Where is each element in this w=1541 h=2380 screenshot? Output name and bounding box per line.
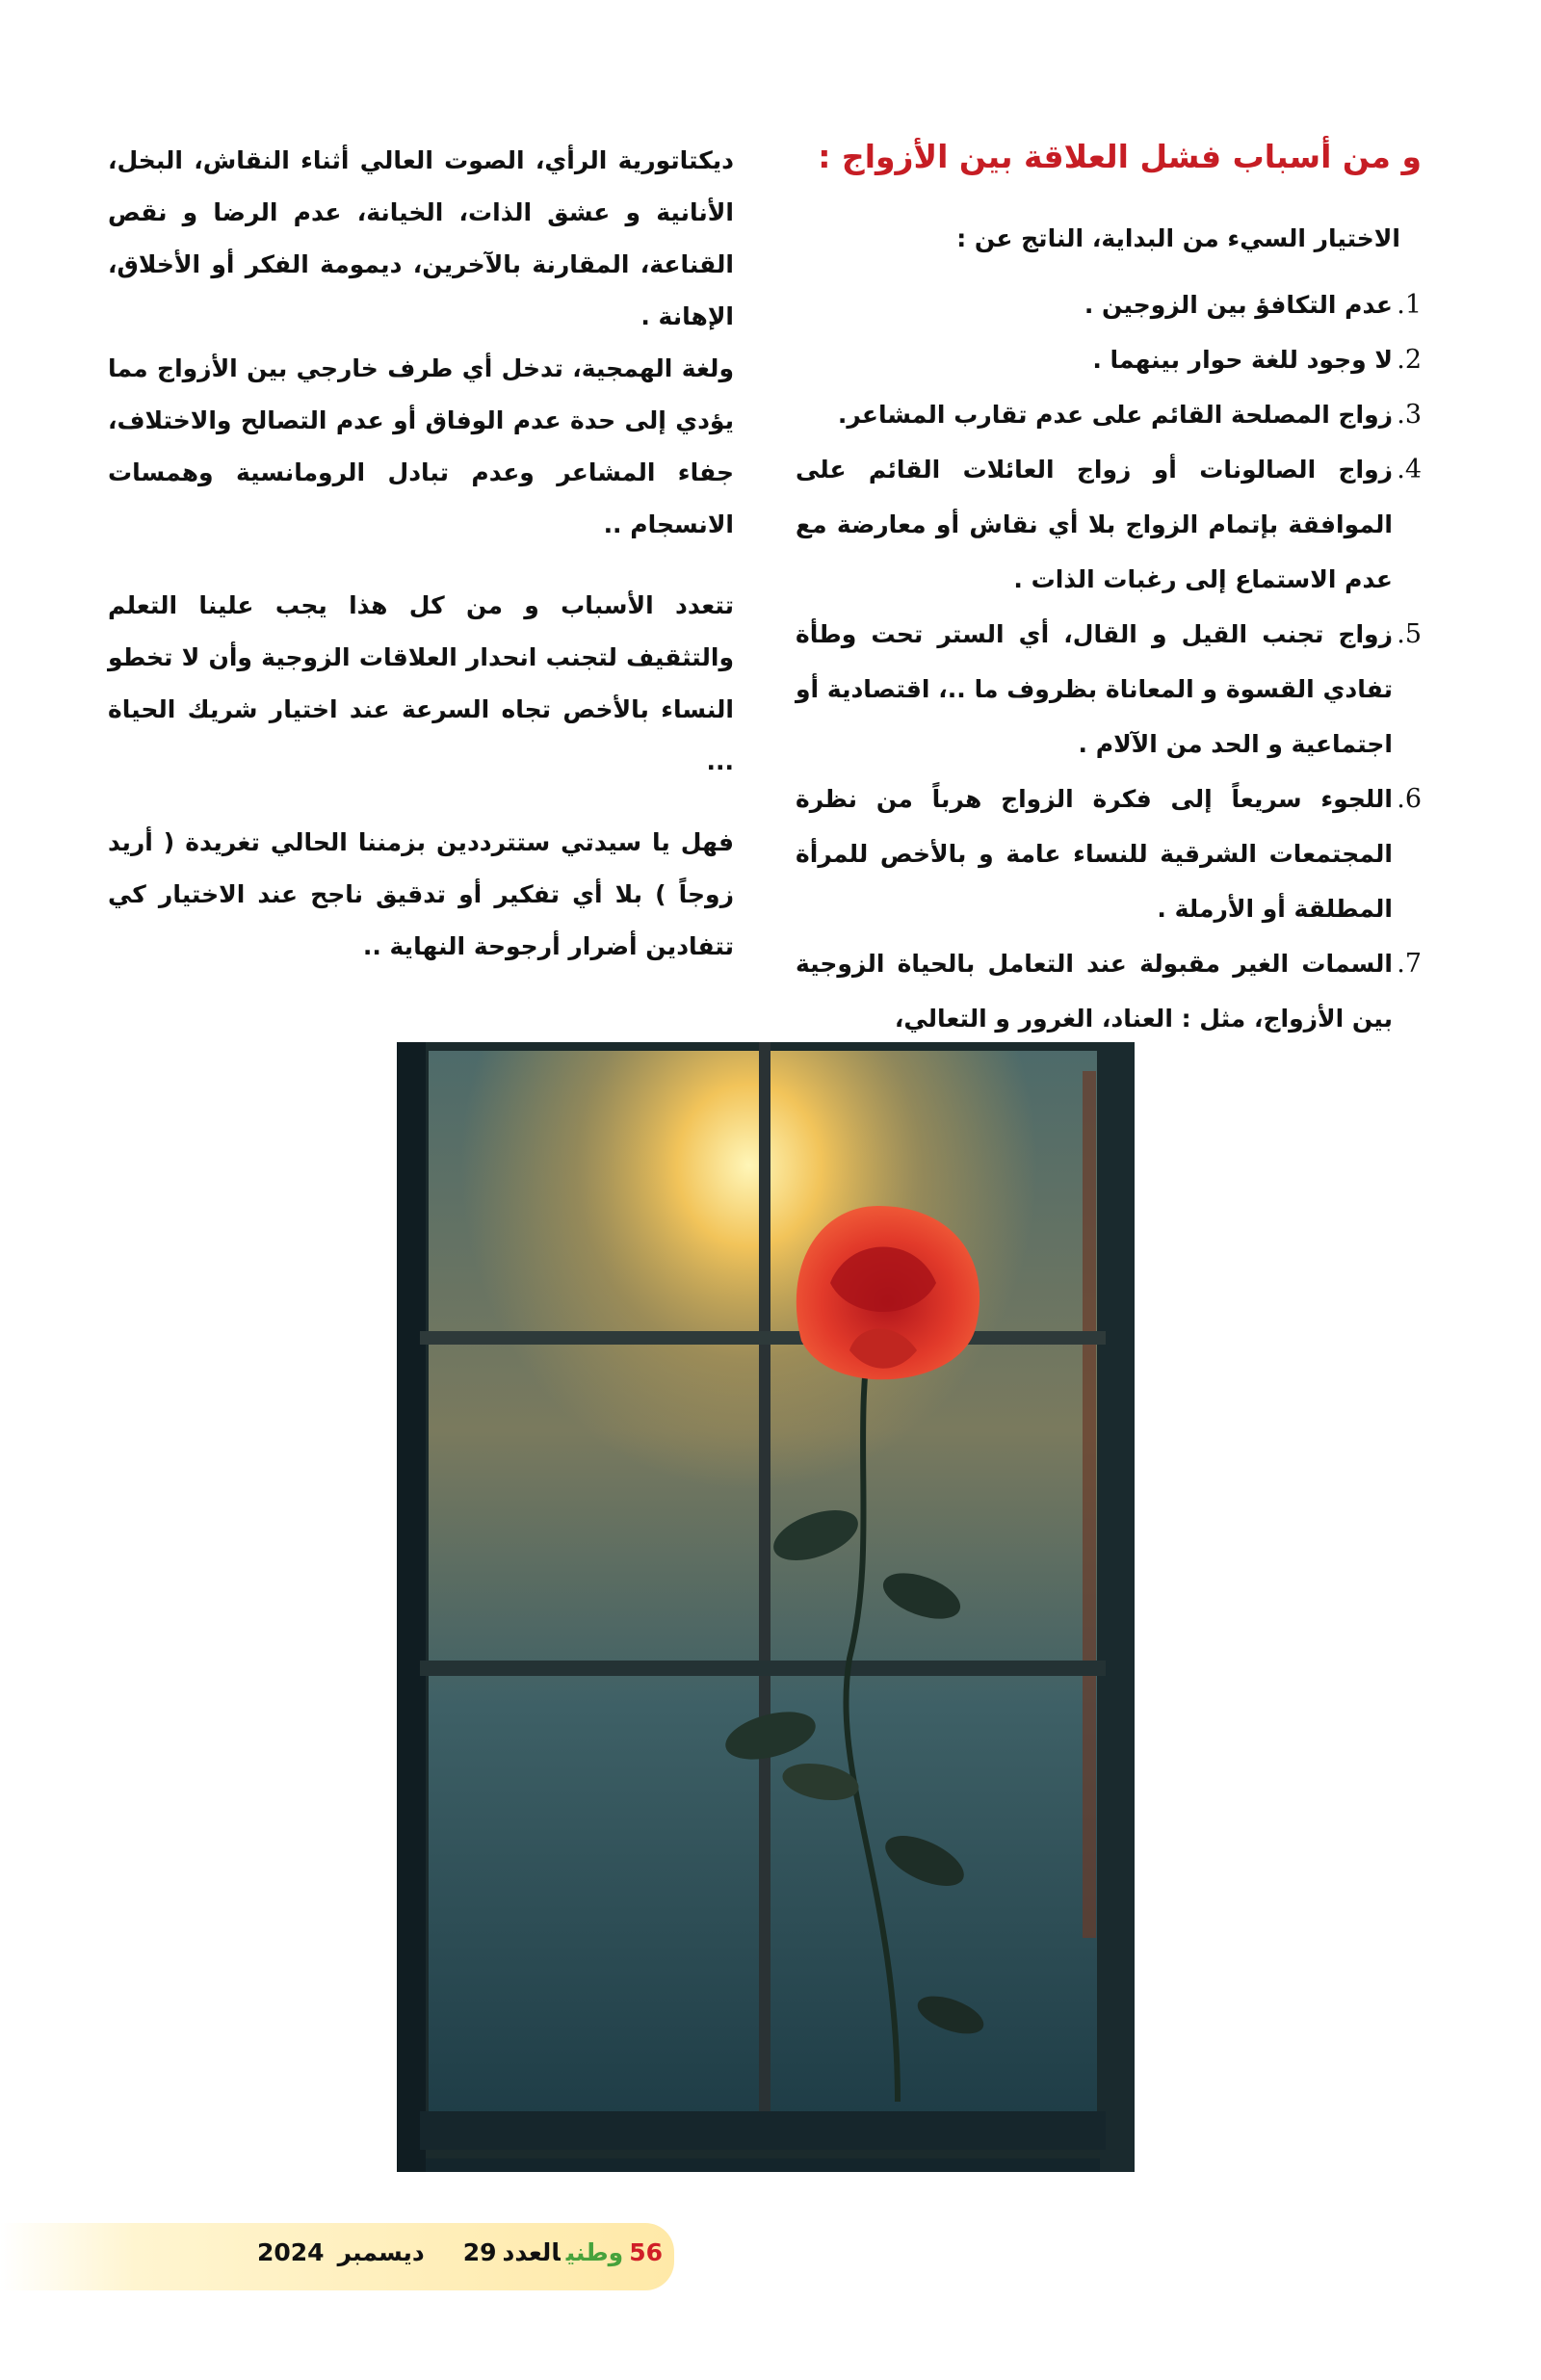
list-item-text: زواج تجنب القيل و القال، أي الستر تحت وطأة تفادي القسوة و المعاناة بظروف ما ..، اقتصادية أو اجتماعية و الحد من الآلام . [796,620,1393,758]
causes-intro: الاختيار السيء من البداية، الناتج عن : [956,224,1400,252]
left-column [108,135,734,973]
list-item-text: لا وجود للغة حوار بينهما . [1092,346,1393,374]
list-number: 6. [1397,784,1422,814]
list-number: 1. [1397,290,1422,320]
issue-number: 29 [462,2238,497,2266]
list-item [796,936,1422,1046]
footer-info [251,2238,663,2266]
list-item [796,277,1422,332]
closing-paragraph: فهل يا سيدتي ستترددين بزمننا الحالي تغريدة ( أريد زوجاً ) بلا أي تفكير أو تدقيق ناجح عند الاختيار كي تتفادين أضرار أرجوحة النهاية .. [108,828,734,960]
painting-svg [397,1042,1135,2172]
magazine-name: وطني [565,2238,624,2266]
list-item-text: اللجوء سريعاً إلى فكرة الزواج هرباً من نظرة المجتمعات الشرقية للنساء عامة و بالأخص للمرأة المطلقة أو الأرملة . [796,785,1393,923]
list-number: 7. [1397,949,1422,979]
list-item [796,607,1422,772]
list-continuation-2: ولغة الهمجية، تدخل أي طرف خارجي بين الأزواج مما يؤدي إلى حدة عدم الوفاق أو عدم التصالح والاختلاف، جفاء المشاعر وعدم تبادل الرومانسية وهمسات الانسجام .. [108,354,734,538]
causes-list [796,277,1422,1046]
issue-year: 2024 [256,2238,325,2266]
list-number: 4. [1397,455,1422,484]
page-number: 56 [629,2238,663,2266]
list-item [796,772,1422,936]
list-item-text: زواج الصالونات أو زواج العائلات القائم على الموافقة بإتمام الزواج بلا أي نقاش أو معارضة مع عدم الاستماع إلى رغبات الذات . [796,456,1393,593]
list-item-text: عدم التكافؤ بين الزوجين . [1084,291,1393,319]
issue-month: ديسمبر [337,2238,425,2266]
issue-label: العدد [502,2238,561,2266]
list-item [796,442,1422,607]
article-heading: و من أسباب فشل العلاقة بين الأزواج : [818,138,1422,175]
list-item-text: السمات الغير مقبولة عند التعامل بالحياة الزوجية بين الأزواج، مثل : العناد، الغرور و التعالي، [796,950,1393,1033]
page-footer [0,2223,674,2290]
list-item-text: زواج المصلحة القائم على عدم تقارب المشاعر. [837,401,1393,429]
list-item [796,332,1422,387]
list-number: 2. [1397,345,1422,375]
rose-window-painting [397,1042,1135,2172]
list-item [796,387,1422,442]
body-paragraph: تتعدد الأسباب و من كل هذا يجب علينا التعلم والتثقيف لتجنب انحدار العلاقات الزوجية وأن لا تخطو النساء بالأخص تجاه السرعة عند اختيار شريك الحياة ... [108,591,734,775]
list-continuation: ديكتاتورية الرأي، الصوت العالي أثناء النقاش، البخل، الأنانية و عشق الذات، الخيانة، عدم الرضا و نقص القناعة، المقارنة بالآخرين، ديمومة الفكر أو الأخلاق، الإهانة . [108,146,734,330]
list-number: 5. [1397,619,1422,649]
right-column [796,135,1422,1046]
list-number: 3. [1397,400,1422,430]
